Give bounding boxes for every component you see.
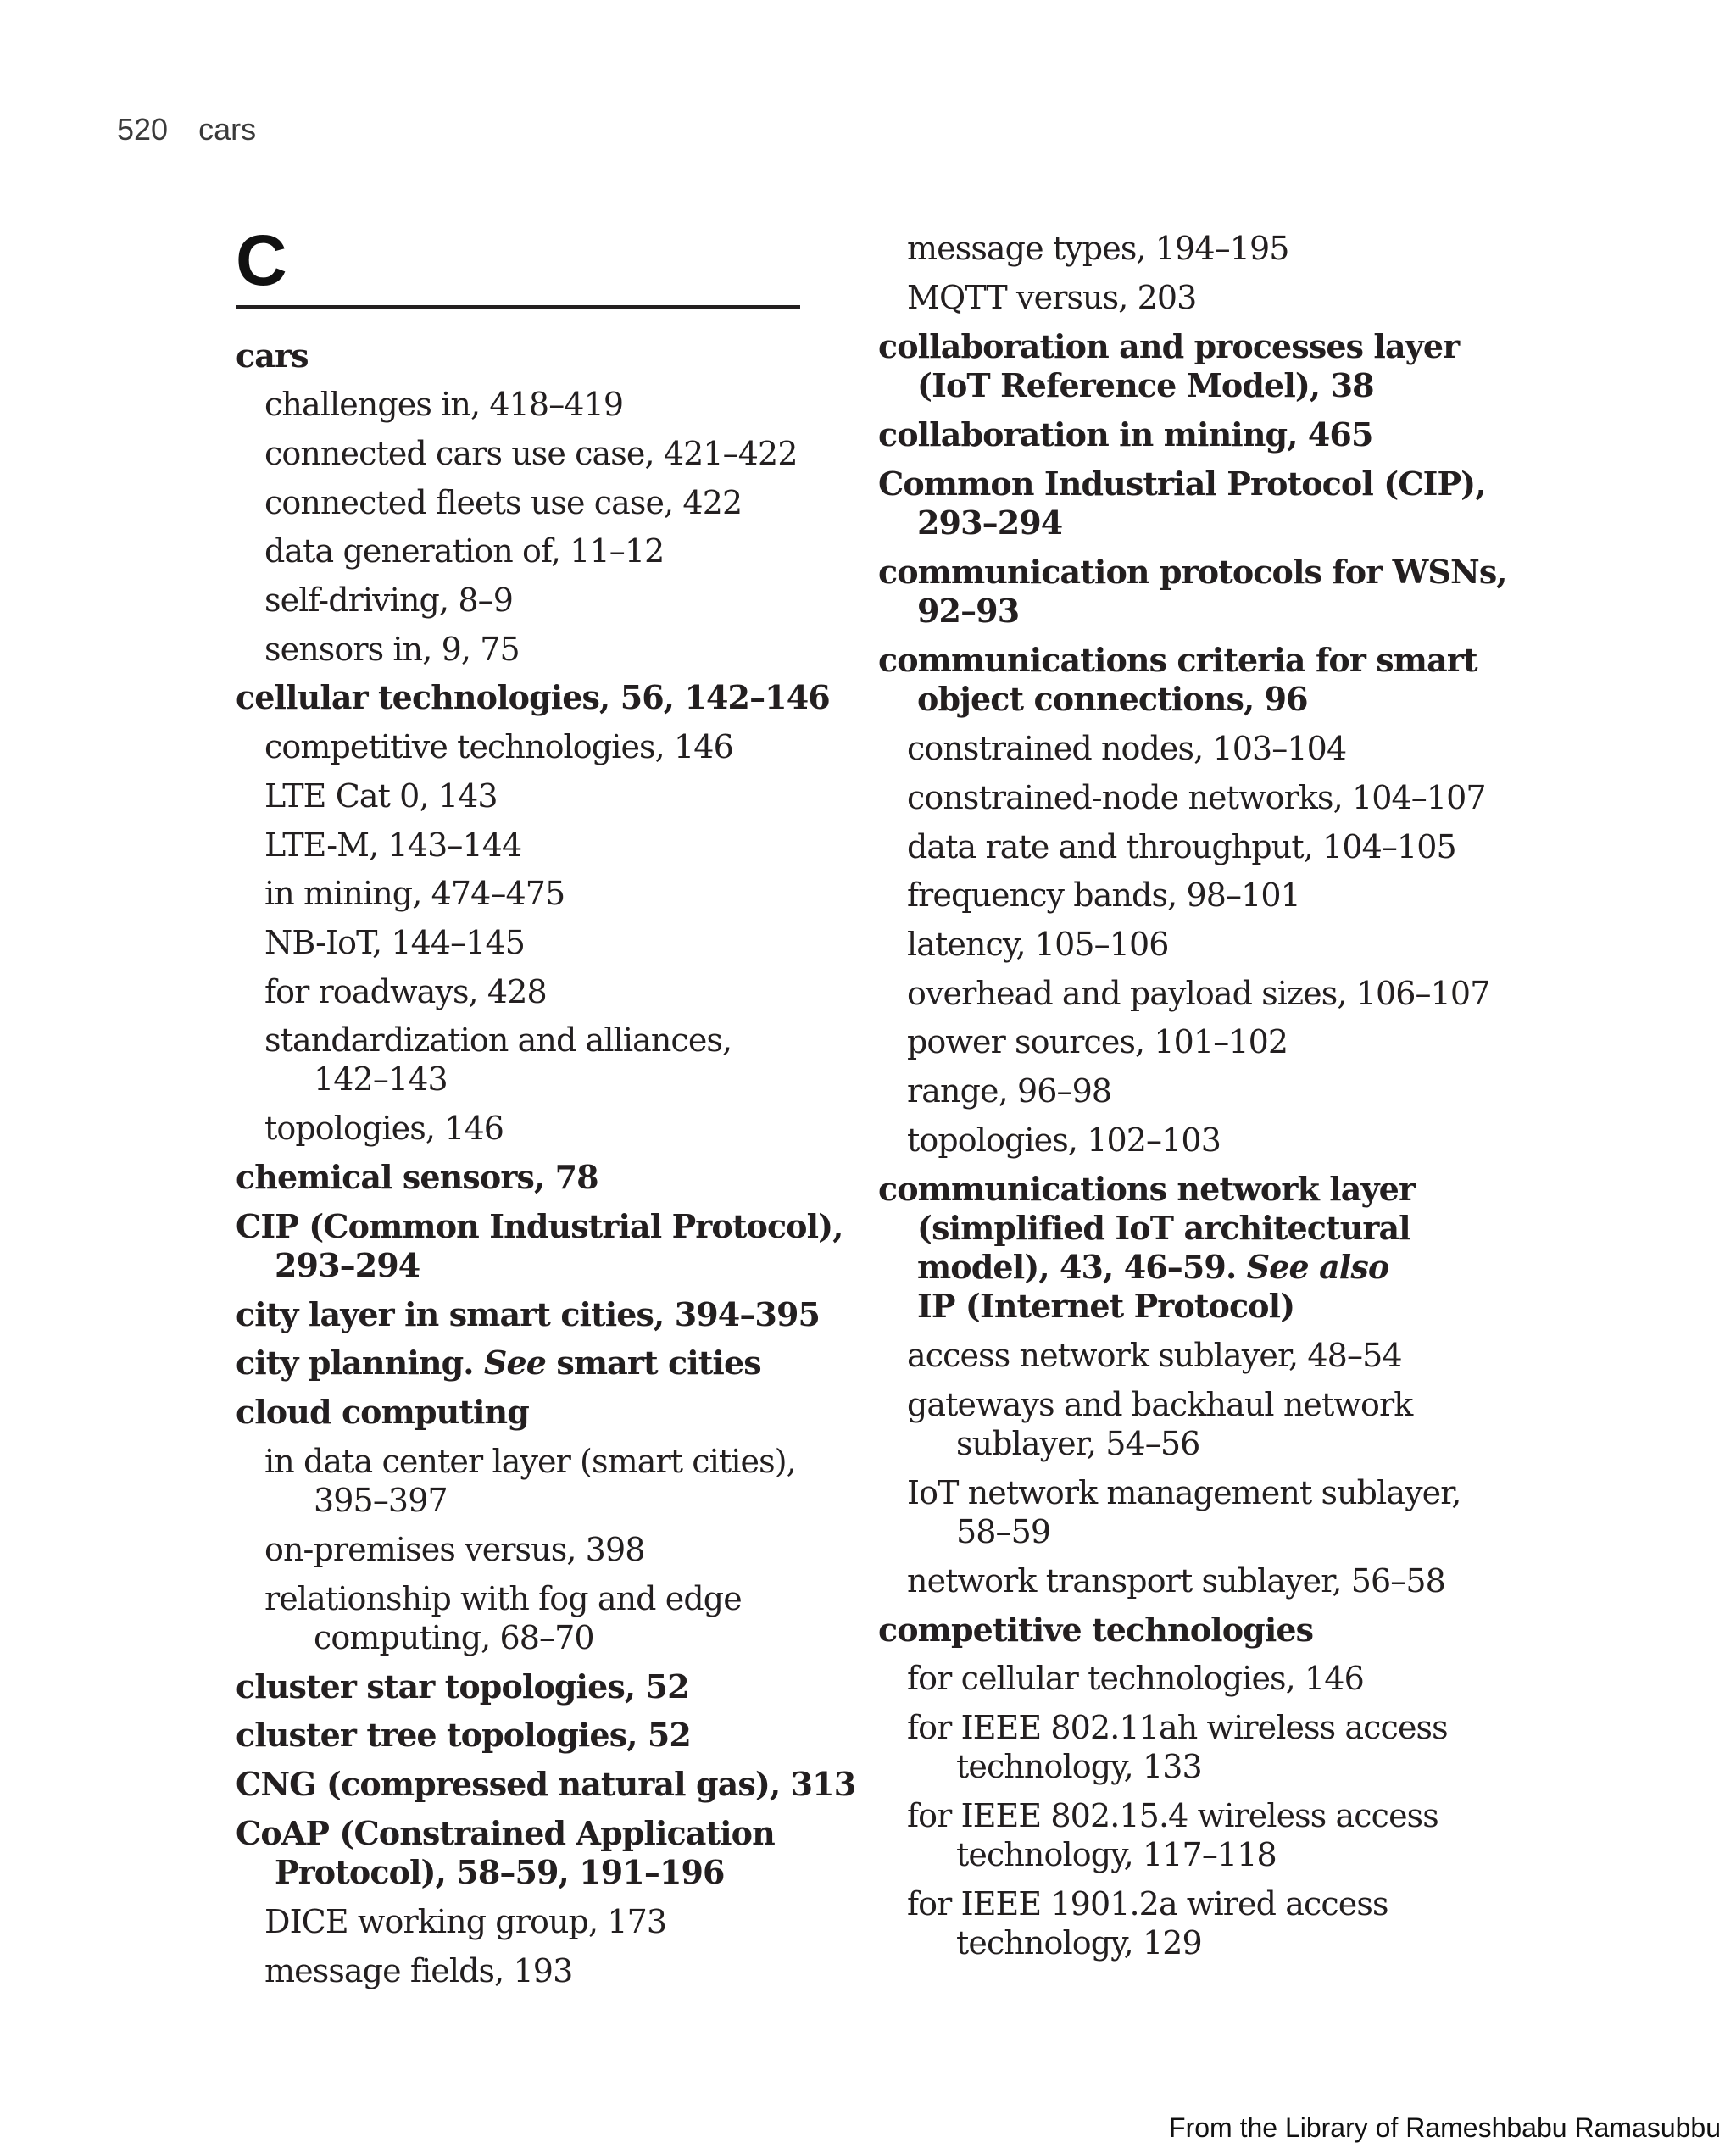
index-entry-sub: connected fleets use case, 422 [264,484,743,521]
index-entry-sub: relationship with fog and edge computing, 68–70 [264,1580,742,1656]
section-divider [236,305,800,309]
index-entry-main: communications network layer (simplified IoT architectural model), 43, 46–59. See also IP (Internet Protocol) [878,1170,1416,1325]
index-entry-sub: competitive technologies, 146 [264,728,733,765]
index-entry-sub: power sources, 101–102 [907,1023,1288,1060]
index-entry-main: city planning. See smart cities [236,1344,761,1382]
index-entry-sub: for IEEE 802.11ah wireless access technology, 133 [907,1709,1448,1785]
index-entry-sub: self-driving, 8–9 [264,582,513,619]
index-entry-main: chemical sensors, 78 [236,1158,598,1196]
index-entry-sub: message fields, 193 [264,1952,573,1989]
index-entry-main: city layer in smart cities, 394–395 [236,1295,821,1333]
index-entry-main: cluster tree topologies, 52 [236,1716,691,1754]
index-entry-main: CIP (Common Industrial Protocol), 293–294 [236,1207,843,1284]
page-number: 520 [117,112,169,147]
index-entry-main: cellular technologies, 56, 142–146 [236,678,830,716]
index-entry-sub: in data center layer (smart cities), 395–397 [264,1443,796,1519]
index-entry-sub: constrained-node networks, 104–107 [907,779,1486,816]
index-entry-sub: for IEEE 802.15.4 wireless access technology, 117–118 [907,1797,1438,1873]
index-entry-main: cars [236,337,309,375]
running-head [117,112,256,147]
index-entry-sub: range, 96–98 [907,1072,1112,1110]
index-entry-sub: challenges in, 418–419 [264,386,624,423]
index-entry-sub: connected cars use case, 421–422 [264,435,798,472]
index-entry-sub: for cellular technologies, 146 [907,1660,1364,1697]
index-entry-sub: message types, 194–195 [907,230,1289,267]
index-entry-sub: for IEEE 1901.2a wired access technology, 129 [907,1885,1388,1962]
index-entry-sub: LTE-M, 143–144 [264,826,522,864]
index-entry-main: Common Industrial Protocol (CIP), 293–294 [878,465,1486,542]
index-entry-sub: DICE working group, 173 [264,1903,667,1940]
index-entry-sub: frequency bands, 98–101 [907,876,1300,914]
index-entry-sub: constrained nodes, 103–104 [907,730,1347,767]
index-entry-sub: IoT network management sublayer, 58–59 [907,1474,1461,1550]
running-head-title: cars [198,112,257,147]
index-entry-sub: LTE Cat 0, 143 [264,777,498,815]
footer-attribution: From the Library of Rameshbabu Ramasubbu [1169,2112,1721,2143]
index-entry-sub: MQTT versus, 203 [907,279,1197,316]
index-entry-sub: latency, 105–106 [907,926,1169,963]
index-entry-sub: gateways and backhaul network sublayer, 54–56 [907,1386,1413,1462]
index-entry-sub: overhead and payload sizes, 106–107 [907,975,1490,1012]
index-entry-sub: for roadways, 428 [264,973,547,1010]
index-entry-main: collaboration and processes layer (IoT Reference Model), 38 [878,327,1460,404]
index-entry-sub: data rate and throughput, 104–105 [907,828,1456,865]
index-entry-sub: topologies, 102–103 [907,1121,1221,1159]
index-entry-sub: sensors in, 9, 75 [264,631,520,668]
index-entry-sub: on-premises versus, 398 [264,1531,645,1568]
index-entry-sub: in mining, 474–475 [264,875,565,912]
index-entry-main: communication protocols for WSNs, 92–93 [878,553,1507,630]
index-entry-main: cluster star topologies, 52 [236,1667,689,1706]
section-letter: C [236,220,287,300]
index-entry-sub: topologies, 146 [264,1110,504,1147]
index-entry-main: communications criteria for smart object connections, 96 [878,641,1477,718]
index-entry-main: CNG (compressed natural gas), 313 [236,1765,856,1803]
index-entry-sub: data generation of, 11–12 [264,532,665,570]
index-entry-sub: standardization and alliances, 142–143 [264,1021,732,1098]
index-entry-main: collaboration in mining, 465 [878,415,1373,454]
index-entry-sub: network transport sublayer, 56–58 [907,1562,1445,1600]
index-entry-main: competitive technologies [878,1611,1314,1649]
index-entry-sub: access network sublayer, 48–54 [907,1337,1402,1374]
index-entry-main: cloud computing [236,1393,529,1431]
index-entry-main: CoAP (Constrained Application Protocol), 58–59, 191–196 [236,1814,775,1891]
index-entry-sub: NB-IoT, 144–145 [264,924,526,961]
